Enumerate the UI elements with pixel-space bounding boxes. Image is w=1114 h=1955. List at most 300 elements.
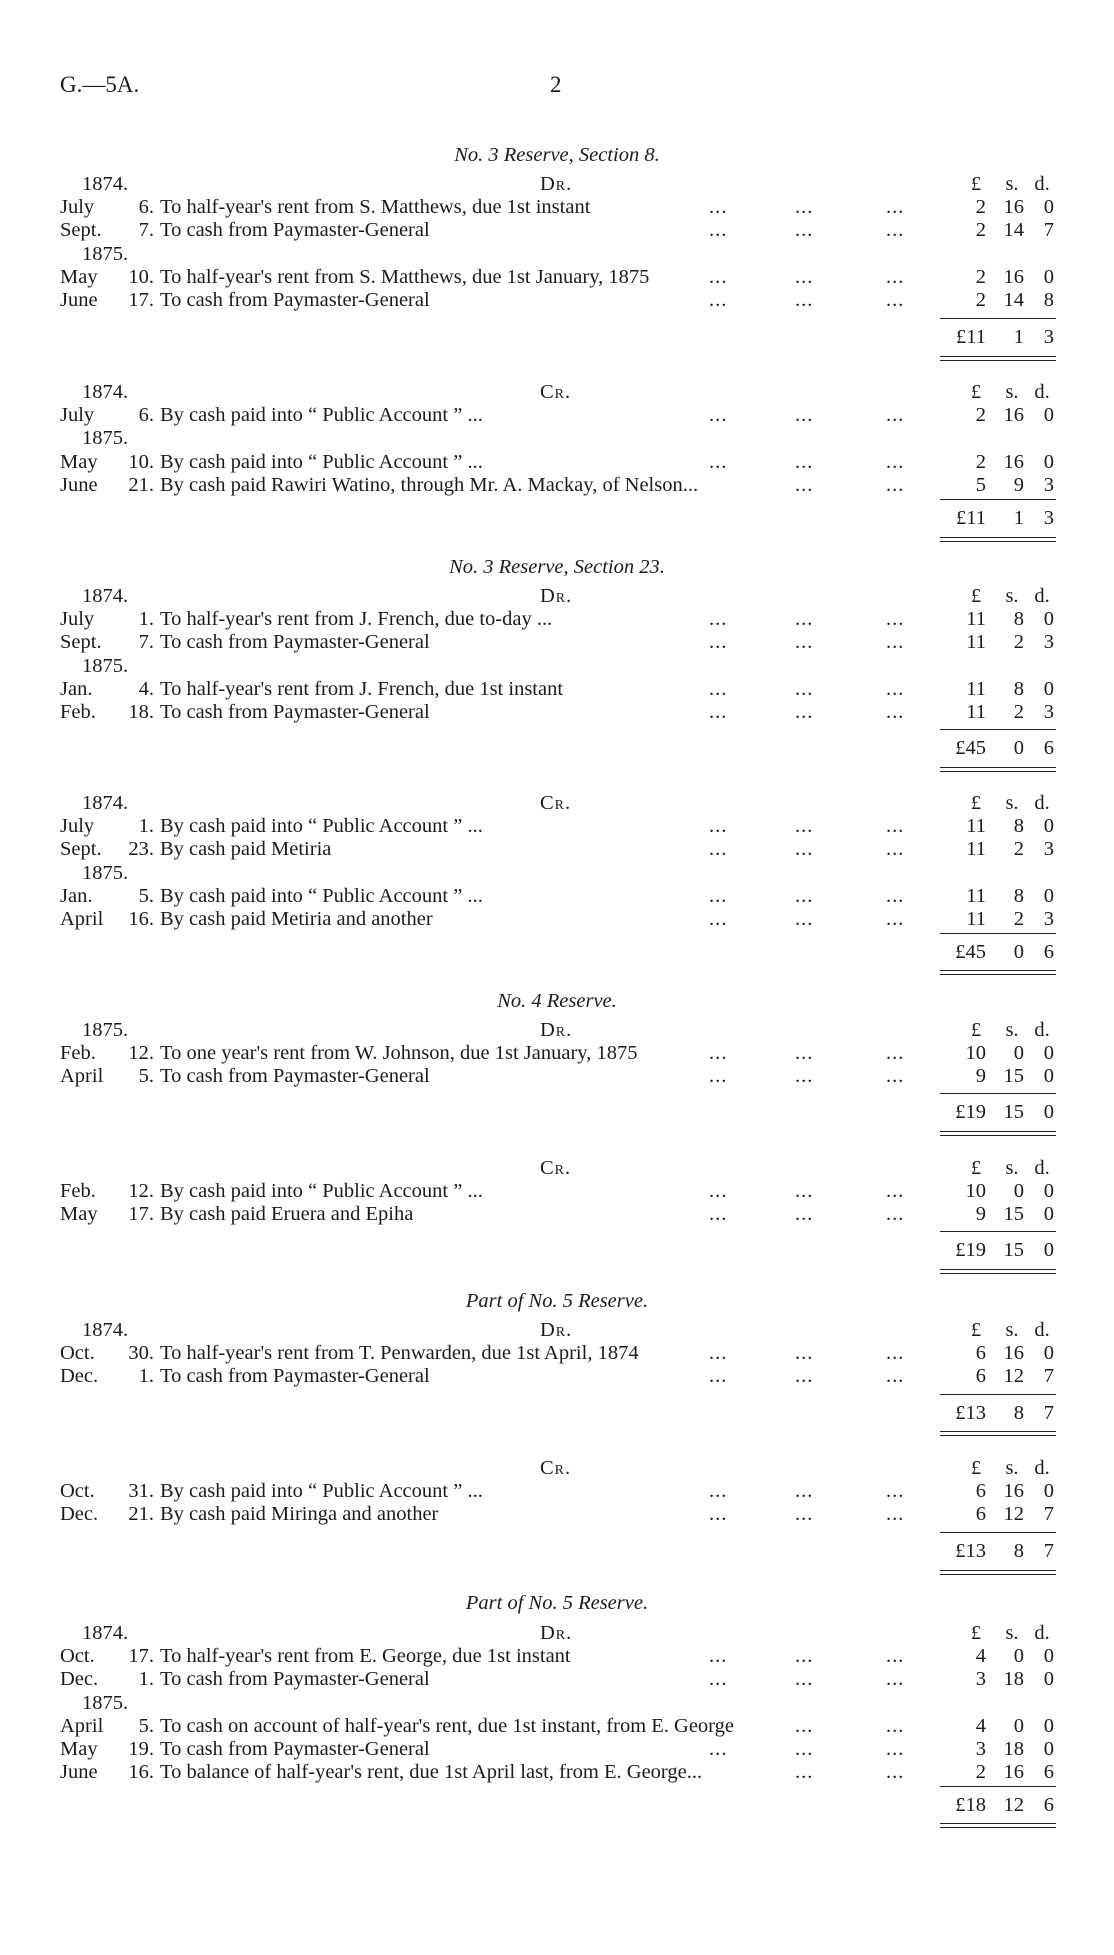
entry-month: Jan.	[60, 677, 93, 700]
leader-dots: ...	[795, 1761, 814, 1784]
total-pounds: £19	[955, 1239, 986, 1261]
shillings-column-head: s.	[1005, 1457, 1019, 1479]
entry-shillings: 2	[1013, 701, 1024, 723]
entry-description: To cash from Paymaster-General	[160, 1668, 430, 1691]
entry-month: May	[60, 1738, 98, 1760]
sum-rule	[940, 1532, 1056, 1533]
pounds-column-head: £	[970, 381, 982, 403]
entry-month: Oct.	[60, 1645, 95, 1668]
entry-month: July	[60, 196, 95, 219]
year-label: 1874.	[82, 1622, 129, 1644]
pence-column-head: d.	[1034, 1319, 1050, 1341]
entry-pounds: 2	[975, 1761, 986, 1784]
leader-dots: ...	[795, 1065, 814, 1088]
entry-pounds: 3	[975, 1738, 986, 1760]
leader-dots: ...	[795, 908, 814, 930]
ledger-entry	[0, 450, 1114, 474]
leader-dots: ...	[709, 1738, 728, 1760]
entry-description: By cash paid into “ Public Account ” ...	[160, 884, 483, 907]
entry-shillings: 14	[1003, 289, 1024, 311]
year-label: 1875.	[82, 861, 129, 884]
leader-dots: ...	[795, 1480, 814, 1503]
dr-total	[0, 1792, 1114, 1818]
leader-dots: ...	[886, 265, 905, 288]
entry-description: To half-year's rent from J. French, due to-day ...	[160, 608, 553, 631]
leader-dots: ...	[709, 265, 728, 288]
leader-dots: ...	[795, 1714, 814, 1737]
leader-dots: ...	[795, 1365, 814, 1388]
entry-shillings: 14	[1003, 219, 1024, 242]
entry-pence: 0	[1043, 1480, 1054, 1503]
leader-dots: ...	[795, 1738, 814, 1760]
entry-day: 1.	[138, 1365, 154, 1388]
year-row	[0, 654, 1114, 678]
pounds-column-head: £	[970, 173, 982, 195]
entry-month: Oct.	[60, 1342, 95, 1365]
entry-pence: 0	[1043, 1042, 1054, 1065]
entry-day: 31.	[128, 1480, 154, 1503]
entry-pence: 0	[1043, 1342, 1054, 1365]
entry-day: 1.	[138, 1668, 154, 1691]
cr-header-line	[0, 1456, 1114, 1480]
leader-dots: ...	[709, 608, 728, 631]
leader-dots: ...	[709, 1342, 728, 1365]
entry-pounds: 11	[966, 884, 986, 907]
entry-pounds: 2	[975, 404, 986, 427]
dr-header-line	[0, 1318, 1114, 1342]
total-pounds: £11	[956, 507, 986, 529]
entry-pounds: 2	[975, 289, 986, 311]
sum-rule	[940, 729, 1056, 730]
section-title: Part of No. 5 Reserve.	[465, 1592, 649, 1614]
leader-dots: ...	[886, 473, 905, 496]
double-rule	[940, 1431, 1056, 1436]
entry-description: By cash paid Metiria and another	[160, 908, 433, 930]
entry-pence: 0	[1043, 1645, 1054, 1668]
cr-label: Cr.	[540, 381, 572, 403]
leader-dots: ...	[709, 631, 728, 654]
year-label: 1874.	[82, 1319, 129, 1341]
entry-month: Feb.	[60, 1042, 96, 1065]
leader-dots: ...	[886, 838, 905, 861]
ledger-entry	[0, 677, 1114, 701]
entry-day: 7.	[138, 219, 154, 242]
entry-description: To half-year's rent from J. French, due 1st instant	[160, 677, 564, 700]
year-label: 1874.	[82, 173, 129, 195]
document-code: G.—5A.	[60, 72, 140, 97]
leader-dots: ...	[886, 1365, 905, 1388]
entry-pence: 0	[1043, 1180, 1054, 1203]
ledger-entry	[0, 1041, 1114, 1065]
entry-description: To cash from Paymaster-General	[160, 1365, 430, 1388]
entry-pence: 0	[1043, 1738, 1054, 1760]
entry-month: May	[60, 1203, 98, 1226]
dr-header-line	[0, 172, 1114, 196]
double-rule	[940, 537, 1056, 542]
leader-dots: ...	[709, 1042, 728, 1065]
entry-shillings: 16	[1003, 450, 1024, 473]
entry-shillings: 16	[1003, 196, 1024, 219]
leader-dots: ...	[709, 404, 728, 427]
dr-total	[0, 1400, 1114, 1426]
entry-description: To cash from Paymaster-General	[160, 701, 430, 723]
ledger-entry	[0, 403, 1114, 427]
double-rule	[940, 1570, 1056, 1575]
entry-month: May	[60, 265, 98, 288]
cr-total	[0, 1237, 1114, 1263]
entry-description: To half-year's rent from E. George, due 1st instant	[160, 1645, 571, 1668]
pence-column-head: d.	[1034, 792, 1050, 814]
dr-total	[0, 324, 1114, 350]
entry-description: To one year's rent from W. Johnson, due 1st January, 1875	[160, 1042, 638, 1065]
shillings-column-head: s.	[1005, 173, 1019, 195]
entry-shillings: 0	[1013, 1714, 1024, 1737]
double-rule	[940, 970, 1056, 975]
ledger-entry	[0, 814, 1114, 838]
entry-pence: 0	[1043, 677, 1054, 700]
leader-dots: ...	[795, 677, 814, 700]
entry-description: By cash paid into “ Public Account ” ...	[160, 404, 483, 427]
leader-dots: ...	[795, 1203, 814, 1226]
leader-dots: ...	[709, 815, 728, 838]
entry-pence: 0	[1043, 1065, 1054, 1088]
entry-day: 5.	[138, 884, 154, 907]
cr-label: Cr.	[540, 792, 572, 814]
sum-rule	[940, 1231, 1056, 1232]
entry-shillings: 18	[1003, 1738, 1024, 1760]
entry-day: 21.	[128, 1503, 154, 1526]
leader-dots: ...	[709, 219, 728, 242]
leader-dots: ...	[886, 1065, 905, 1088]
ledger-entry	[0, 1644, 1114, 1668]
leader-dots: ...	[795, 838, 814, 861]
entry-day: 17.	[128, 1203, 154, 1226]
shillings-column-head: s.	[1005, 381, 1019, 403]
entry-pence: 0	[1043, 1203, 1054, 1226]
entry-pence: 0	[1043, 1668, 1054, 1691]
entry-shillings: 2	[1013, 838, 1024, 861]
entry-pence: 3	[1043, 908, 1054, 930]
entry-pence: 0	[1043, 815, 1054, 838]
leader-dots: ...	[709, 1480, 728, 1503]
entry-day: 6.	[138, 404, 154, 427]
entry-pounds: 6	[975, 1480, 986, 1503]
entry-description: To cash from Paymaster-General	[160, 631, 430, 654]
entry-month: Feb.	[60, 701, 96, 723]
entry-description: To balance of half-year's rent, due 1st April last, from E. George...	[160, 1761, 703, 1784]
entry-pence: 0	[1043, 404, 1054, 427]
year-label: 1874.	[82, 381, 129, 403]
ledger-entry	[0, 607, 1114, 631]
entry-month: April	[60, 1065, 104, 1088]
pounds-column-head: £	[970, 585, 982, 607]
entry-description: By cash paid Miringa and another	[160, 1503, 439, 1526]
entry-pounds: 6	[975, 1503, 986, 1526]
entry-month: April	[60, 1714, 104, 1737]
ledger-entry	[0, 473, 1114, 497]
pence-column-head: d.	[1034, 381, 1050, 403]
ledger-entry	[0, 837, 1114, 861]
double-rule	[940, 356, 1056, 361]
leader-dots: ...	[795, 404, 814, 427]
pounds-column-head: £	[970, 1319, 982, 1341]
entry-pounds: 10	[965, 1042, 986, 1065]
cr-total	[0, 1538, 1114, 1564]
entry-pounds: 4	[975, 1714, 986, 1737]
ledger-entry	[0, 1202, 1114, 1226]
entry-month: Sept.	[60, 838, 102, 861]
entry-description: To half-year's rent from S. Matthews, due 1st instant	[160, 196, 591, 219]
leader-dots: ...	[709, 908, 728, 930]
total-shillings: 15	[1003, 1101, 1024, 1123]
entry-pounds: 11	[966, 631, 986, 654]
leader-dots: ...	[886, 1761, 905, 1784]
total-pence: 6	[1043, 941, 1054, 963]
entry-shillings: 15	[1003, 1065, 1024, 1088]
cr-header-line	[0, 1156, 1114, 1180]
entry-day: 1.	[138, 815, 154, 838]
pence-column-head: d.	[1034, 1157, 1050, 1179]
dr-label: Dr.	[540, 585, 573, 607]
entry-shillings: 8	[1013, 815, 1024, 838]
leader-dots: ...	[795, 631, 814, 654]
leader-dots: ...	[886, 1738, 905, 1760]
entry-shillings: 0	[1013, 1180, 1024, 1203]
entry-month: May	[60, 450, 98, 473]
entry-pounds: 2	[975, 265, 986, 288]
leader-dots: ...	[886, 608, 905, 631]
double-rule	[940, 1269, 1056, 1274]
entry-description: To cash on account of half-year's rent, due 1st instant, from E. George	[160, 1714, 734, 1737]
entry-shillings: 16	[1003, 404, 1024, 427]
entry-month: Jan.	[60, 884, 93, 907]
entry-month: Dec.	[60, 1503, 99, 1526]
total-shillings: 0	[1013, 737, 1024, 759]
ledger-entry	[0, 630, 1114, 654]
entry-pounds: 9	[975, 1203, 986, 1226]
leader-dots: ...	[795, 1180, 814, 1203]
entry-pence: 0	[1043, 450, 1054, 473]
entry-month: Dec.	[60, 1365, 99, 1388]
ledger-entry	[0, 907, 1114, 931]
sum-rule	[940, 318, 1056, 319]
entry-shillings: 16	[1003, 1761, 1024, 1784]
total-pounds: £45	[955, 737, 986, 759]
total-pounds: £45	[955, 941, 986, 963]
section-title: No. 3 Reserve, Section 8.	[454, 144, 660, 166]
entry-pounds: 2	[975, 219, 986, 242]
shillings-column-head: s.	[1005, 585, 1019, 607]
leader-dots: ...	[886, 1668, 905, 1691]
leader-dots: ...	[709, 1645, 728, 1668]
year-row	[0, 861, 1114, 885]
entry-pence: 7	[1043, 219, 1054, 242]
pounds-column-head: £	[970, 1622, 982, 1644]
entry-pounds: 6	[975, 1365, 986, 1388]
entry-day: 5.	[138, 1065, 154, 1088]
total-shillings: 1	[1013, 326, 1024, 348]
entry-day: 16.	[128, 1761, 154, 1784]
entry-day: 17.	[128, 289, 154, 311]
entry-shillings: 16	[1003, 1480, 1024, 1503]
ledger-entry	[0, 195, 1114, 219]
entry-month: Dec.	[60, 1668, 99, 1691]
entry-pounds: 5	[975, 473, 986, 496]
pence-column-head: d.	[1034, 1019, 1050, 1041]
leader-dots: ...	[795, 1668, 814, 1691]
entry-pence: 0	[1043, 1714, 1054, 1737]
leader-dots: ...	[795, 1042, 814, 1065]
leader-dots: ...	[886, 289, 905, 311]
shillings-column-head: s.	[1005, 1157, 1019, 1179]
leader-dots: ...	[886, 404, 905, 427]
entry-month: April	[60, 908, 104, 930]
dr-label: Dr.	[540, 173, 573, 195]
year-label: 1875.	[82, 427, 129, 450]
pence-column-head: d.	[1034, 585, 1050, 607]
ledger-entry	[0, 1364, 1114, 1388]
leader-dots: ...	[795, 265, 814, 288]
ledger-entry	[0, 884, 1114, 908]
entry-pence: 8	[1043, 289, 1054, 311]
leader-dots: ...	[886, 815, 905, 838]
dr-label: Dr.	[540, 1019, 573, 1041]
shillings-column-head: s.	[1005, 1622, 1019, 1644]
total-pounds: £18	[955, 1794, 986, 1816]
entry-month: Sept.	[60, 631, 102, 654]
entry-day: 10.	[128, 450, 154, 473]
ledger-entry	[0, 1667, 1114, 1691]
entry-pounds: 11	[966, 815, 986, 838]
year-label: 1875.	[82, 1019, 129, 1041]
entry-pence: 6	[1043, 1761, 1054, 1784]
total-pounds: £13	[955, 1540, 986, 1562]
ledger-entry	[0, 218, 1114, 242]
entry-description: By cash paid into “ Public Account ” ...	[160, 1480, 483, 1503]
entry-shillings: 18	[1003, 1668, 1024, 1691]
leader-dots: ...	[886, 1503, 905, 1526]
total-shillings: 1	[1013, 507, 1024, 529]
entry-shillings: 8	[1013, 884, 1024, 907]
sum-rule	[940, 1394, 1056, 1395]
leader-dots: ...	[886, 884, 905, 907]
leader-dots: ...	[795, 701, 814, 723]
total-pence: 0	[1043, 1101, 1054, 1123]
entry-day: 21.	[128, 473, 154, 496]
leader-dots: ...	[886, 677, 905, 700]
leader-dots: ...	[795, 1503, 814, 1526]
leader-dots: ...	[709, 1503, 728, 1526]
entry-pounds: 10	[965, 1180, 986, 1203]
entry-shillings: 15	[1003, 1203, 1024, 1226]
cr-total	[0, 939, 1114, 965]
page-number: 2	[550, 72, 562, 97]
ledger-entry	[0, 1714, 1114, 1738]
double-rule	[940, 767, 1056, 772]
entry-description: By cash paid Rawiri Watino, through Mr. A. Mackay, of Nelson...	[160, 473, 699, 496]
entry-shillings: 2	[1013, 908, 1024, 930]
year-label: 1875.	[82, 242, 129, 265]
leader-dots: ...	[709, 1668, 728, 1691]
total-shillings: 12	[1003, 1794, 1024, 1816]
entry-day: 19.	[128, 1738, 154, 1760]
leader-dots: ...	[795, 196, 814, 219]
entry-day: 7.	[138, 631, 154, 654]
entry-month: Feb.	[60, 1180, 96, 1203]
cr-header-line	[0, 380, 1114, 404]
entry-description: To cash from Paymaster-General	[160, 1738, 430, 1760]
dr-header-line	[0, 584, 1114, 608]
year-label: 1875.	[82, 654, 129, 677]
entry-month: June	[60, 1761, 98, 1784]
leader-dots: ...	[795, 1645, 814, 1668]
section-title: No. 3 Reserve, Section 23.	[449, 556, 665, 578]
entry-shillings: 0	[1013, 1042, 1024, 1065]
entry-pounds: 11	[966, 608, 986, 631]
entry-description: By cash paid Eruera and Epiha	[160, 1203, 414, 1226]
entry-day: 12.	[128, 1042, 154, 1065]
entry-month: Oct.	[60, 1480, 95, 1503]
double-rule	[940, 1131, 1056, 1136]
entry-day: 1.	[138, 608, 154, 631]
entry-day: 30.	[128, 1342, 154, 1365]
leader-dots: ...	[795, 289, 814, 311]
entry-description: To half-year's rent from T. Penwarden, due 1st April, 1874	[160, 1342, 639, 1365]
ledger-entry	[0, 265, 1114, 289]
entry-shillings: 2	[1013, 631, 1024, 654]
dr-header-line	[0, 1621, 1114, 1645]
leader-dots: ...	[886, 1342, 905, 1365]
leader-dots: ...	[795, 450, 814, 473]
entry-day: 4.	[138, 677, 154, 700]
pounds-column-head: £	[970, 1019, 982, 1041]
entry-shillings: 9	[1013, 473, 1024, 496]
total-pence: 3	[1043, 507, 1054, 529]
ledger-entry	[0, 1064, 1114, 1088]
entry-day: 5.	[138, 1714, 154, 1737]
entry-description: To cash from Paymaster-General	[160, 219, 430, 242]
cr-label: Cr.	[540, 1157, 572, 1179]
sum-rule	[940, 933, 1056, 934]
pounds-column-head: £	[970, 1157, 982, 1179]
entry-pounds: 4	[975, 1645, 986, 1668]
ledger-entry	[0, 1502, 1114, 1526]
leader-dots: ...	[886, 1714, 905, 1737]
year-label: 1875.	[82, 1691, 129, 1714]
total-shillings: 0	[1013, 941, 1024, 963]
entry-month: Sept.	[60, 219, 102, 242]
leader-dots: ...	[709, 677, 728, 700]
ledger-entry	[0, 1760, 1114, 1784]
leader-dots: ...	[886, 196, 905, 219]
entry-pounds: 6	[975, 1342, 986, 1365]
entry-day: 10.	[128, 265, 154, 288]
pence-column-head: d.	[1034, 1622, 1050, 1644]
entry-month: June	[60, 473, 98, 496]
dr-label: Dr.	[540, 1622, 573, 1644]
entry-shillings: 16	[1003, 1342, 1024, 1365]
leader-dots: ...	[795, 473, 814, 496]
entry-pounds: 9	[975, 1065, 986, 1088]
section-title: Part of No. 5 Reserve.	[465, 1290, 649, 1312]
ledger-entry	[0, 700, 1114, 724]
entry-pence: 3	[1043, 838, 1054, 861]
entry-pence: 3	[1043, 701, 1054, 723]
ledger-entry	[0, 1479, 1114, 1503]
total-shillings: 15	[1003, 1239, 1024, 1261]
total-pence: 7	[1043, 1402, 1054, 1424]
leader-dots: ...	[709, 1203, 728, 1226]
